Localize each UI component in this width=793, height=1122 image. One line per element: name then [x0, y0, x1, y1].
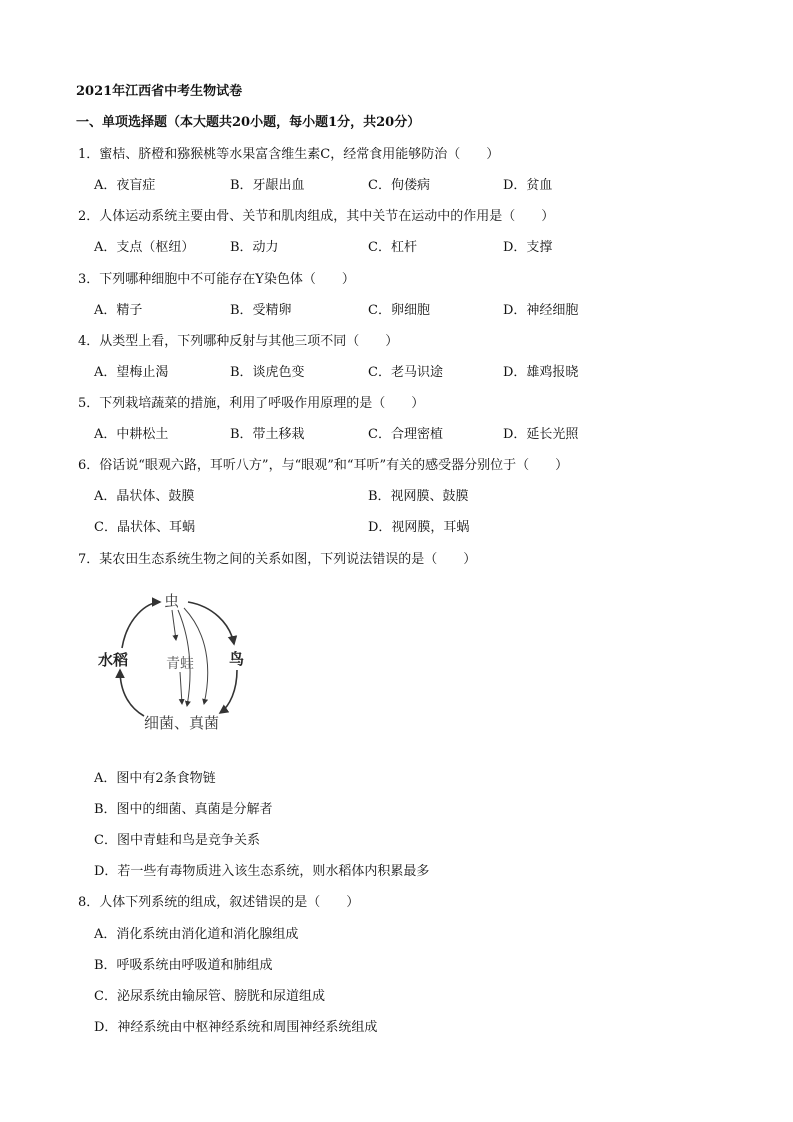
question-3-option-a: A．精子 — [94, 303, 143, 318]
question-3-stem: 3．下列哪种细胞中不可能存在Y染色体（ ） — [78, 272, 355, 287]
question-1-stem: 1．蜜桔、脐橙和猕猴桃等水果富含维生素C，经常食用能够防治（ ） — [78, 147, 500, 162]
question-1-option-a: A．夜盲症 — [94, 178, 156, 193]
diagram-label-decomposers: 细菌、真菌 — [144, 714, 220, 732]
diagram-label-frog: 青蛙 — [166, 656, 194, 672]
question-8-option-d: D．神经系统由中枢神经系统和周围神经系统组成 — [94, 1020, 378, 1035]
question-4-option-a: A．望梅止渴 — [94, 365, 169, 380]
question-5-option-b: B．带土移栽 — [230, 427, 305, 442]
page-title: 2021年江西省中考生物试卷 — [76, 84, 243, 99]
question-5-option-d: D．延长光照 — [503, 427, 579, 442]
question-2-option-c: C．杠杆 — [368, 240, 417, 255]
arrow-rice-to-insect — [122, 602, 160, 648]
arrow-bird-to-decomposers — [220, 670, 237, 713]
question-2-option-b: B．动力 — [230, 240, 279, 255]
diagram-label-bird: 鸟 — [229, 650, 245, 668]
question-7-option-a: A．图中有2条食物链 — [94, 771, 216, 786]
question-3-option-c: C．卵细胞 — [368, 303, 430, 318]
question-8-stem: 8．人体下列系统的组成，叙述错误的是（ ） — [78, 895, 360, 910]
question-6-stem: 6．俗话说“眼观六路，耳听八方”，与“眼观”和“耳听”有关的感受器分别位于（ ） — [78, 458, 569, 473]
food-web-diagram — [92, 588, 252, 738]
question-7-option-b: B．图中的细菌、真菌是分解者 — [94, 802, 273, 817]
arrow-insect-to-frog — [172, 610, 176, 640]
question-6-option-a: A．晶状体、鼓膜 — [94, 489, 195, 504]
diagram-label-insect: 虫 — [164, 592, 180, 610]
question-4-option-c: C．老马识途 — [368, 365, 443, 380]
question-5-stem: 5．下列栽培蔬菜的措施，利用了呼吸作用原理的是（ ） — [78, 396, 425, 411]
question-7-stem: 7．某农田生态系统生物之间的关系如图，下列说法错误的是（ ） — [78, 552, 477, 567]
arrow-decomposers-to-rice — [120, 670, 144, 716]
question-6-option-c: C．晶状体、耳蜗 — [94, 520, 195, 535]
question-4-option-b: B．谈虎色变 — [230, 365, 305, 380]
question-8-option-c: C．泌尿系统由输尿管、膀胱和尿道组成 — [94, 989, 325, 1004]
question-2-option-d: D．支撑 — [503, 240, 553, 255]
question-3-option-d: D．神经细胞 — [503, 303, 579, 318]
question-8-option-a: A．消化系统由消化道和消化腺组成 — [94, 927, 299, 942]
question-1-option-b: B．牙龈出血 — [230, 178, 305, 193]
question-3-option-b: B．受精卵 — [230, 303, 292, 318]
question-7-option-d: D．若一些有毒物质进入该生态系统，则水稻体内积累最多 — [94, 864, 430, 879]
question-7-option-c: C．图中青蛙和鸟是竞争关系 — [94, 833, 260, 848]
question-6-option-d: D．视网膜，耳蜗 — [368, 520, 470, 535]
question-4-stem: 4．从类型上看，下列哪种反射与其他三项不同（ ） — [78, 334, 399, 349]
question-5-option-a: A．中耕松土 — [94, 427, 169, 442]
question-6-option-b: B．视网膜、鼓膜 — [368, 489, 469, 504]
question-2-stem: 2．人体运动系统主要由骨、关节和肌肉组成，其中关节在运动中的作用是（ ） — [78, 209, 555, 224]
question-2-option-a: A．支点（枢纽） — [94, 240, 195, 255]
section-heading: 一、单项选择题（本大题共20小题，每小题1分，共20分） — [76, 115, 421, 130]
question-8-option-b: B．呼吸系统由呼吸道和肺组成 — [94, 958, 273, 973]
question-5-option-c: C．合理密植 — [368, 427, 443, 442]
diagram-label-rice: 水稻 — [98, 651, 129, 669]
question-1-option-c: C．佝偻病 — [368, 178, 430, 193]
question-4-option-d: D．雄鸡报晓 — [503, 365, 579, 380]
arrow-frog-to-decomposers — [180, 672, 182, 704]
question-1-option-d: D．贫血 — [503, 178, 553, 193]
